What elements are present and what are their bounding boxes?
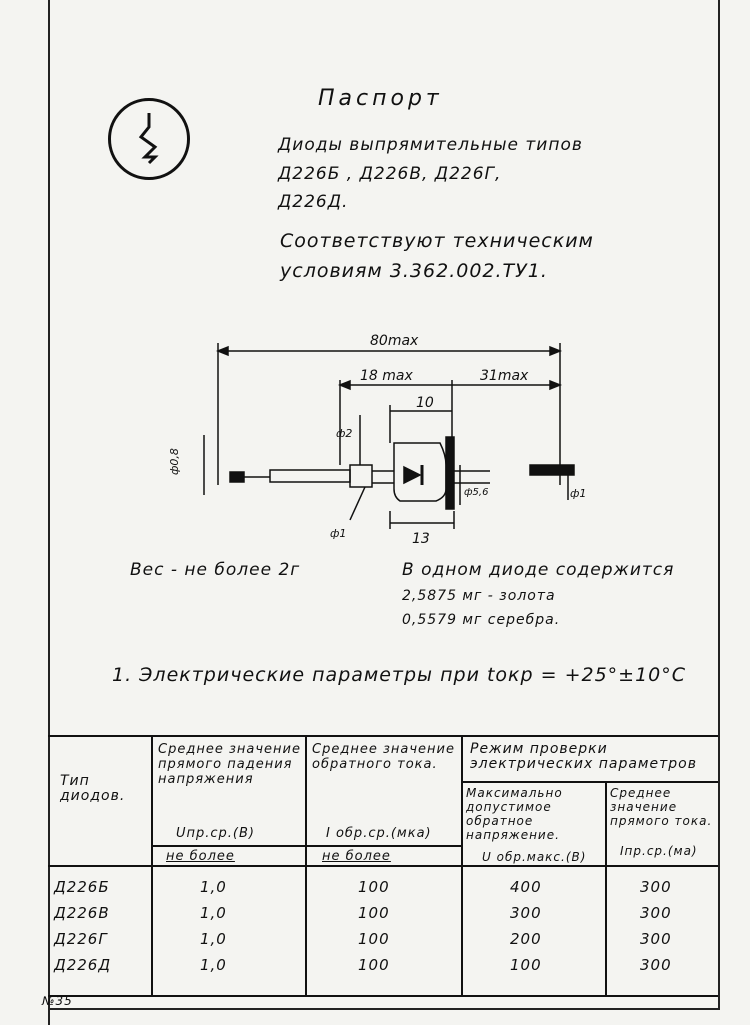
column-header-forward-voltage-unit: Uпр.ср.(В) [176, 826, 255, 841]
weight-note: Вес - не более 2г [130, 560, 301, 580]
column-header-max-reverse-voltage: Максимально допустимое обратное напряжение. [466, 786, 563, 842]
table-row-forward-voltage: 1,0 [200, 878, 227, 896]
table-row-type: Д226Б [54, 878, 110, 896]
diode-types-line-2: Д226Б , Д226В, Д226Г, [278, 164, 502, 184]
dim-lead-diameter-label: ф0,8 [168, 448, 181, 475]
table-row-forward-voltage: 1,0 [200, 904, 227, 922]
column-header-avg-forward-current: Среднее значение прямого тока. [610, 786, 713, 828]
table-row-reverse-current: 100 [358, 956, 390, 974]
dim-body-label: 10 [416, 395, 434, 411]
table-row-forward-current: 300 [640, 904, 672, 922]
document-title: Паспорт [318, 86, 443, 111]
column-header-forward-voltage: Среднее значение прямого падения напряжения [158, 742, 301, 787]
column-header-type: Тип диодов. [60, 773, 126, 804]
table-row-max-reverse-voltage: 400 [510, 878, 542, 896]
diode-types-line-1: Диоды выпрямительные типов [278, 135, 583, 155]
dim-right-diameter-label: ф1 [570, 487, 587, 500]
gold-content: 2,5875 мг - золота [402, 588, 556, 604]
limit-label-reverse: не более [322, 849, 391, 864]
table-row-forward-current: 300 [640, 956, 672, 974]
table-row-reverse-current: 100 [358, 904, 390, 922]
dim-body-diameter-label: ф5,6 [464, 487, 489, 498]
dim-lead2-diameter-label: ф2 [336, 427, 353, 440]
page-footer-number: №35 [42, 994, 73, 1008]
dim-right-label: 31max [480, 368, 529, 384]
column-header-reverse-current: Среднее значение обратного тока. [312, 742, 455, 772]
table-row-forward-voltage: 1,0 [200, 956, 227, 974]
table-row-max-reverse-voltage: 300 [510, 904, 542, 922]
table-row-reverse-current: 100 [358, 878, 390, 896]
table-row-forward-voltage: 1,0 [200, 930, 227, 948]
table-row-forward-current: 300 [640, 930, 672, 948]
table-row-forward-current: 300 [640, 878, 672, 896]
table-row-max-reverse-voltage: 200 [510, 930, 542, 948]
table-row-max-reverse-voltage: 100 [510, 956, 542, 974]
metal-content-title: В одном диоде содержится [402, 560, 675, 580]
limit-label-forward: не более [166, 849, 235, 864]
table-row-type: Д226В [54, 904, 110, 922]
section-title: 1. Электрические параметры при tокр = +25°±10°С [112, 664, 687, 686]
dim-left-label: 18 max [360, 368, 413, 384]
diode-types-line-3: Д226Д. [278, 192, 349, 212]
table-row-type: Д226Д [54, 956, 112, 974]
silver-content: 0,5579 мг серебра. [402, 612, 561, 628]
dim-flange-label: 13 [412, 531, 430, 547]
dim-bottom-diameter-label: ф1 [330, 527, 347, 540]
conformity-line-2: условиям 3.362.002.ТУ1. [280, 260, 548, 282]
column-header-avg-forward-current-unit: Iпр.ср.(ма) [620, 844, 698, 858]
dim-overall-label: 80max [370, 333, 419, 349]
conformity-line-1: Соответствуют техническим [280, 230, 594, 252]
column-header-test-mode: Режим проверки электрических параметров [470, 741, 697, 772]
column-header-max-reverse-voltage-unit: U обр.макс.(В) [482, 850, 587, 864]
table-row-type: Д226Г [54, 930, 108, 948]
column-header-reverse-current-unit: I обр.ср.(мка) [326, 826, 432, 841]
table-row-reverse-current: 100 [358, 930, 390, 948]
